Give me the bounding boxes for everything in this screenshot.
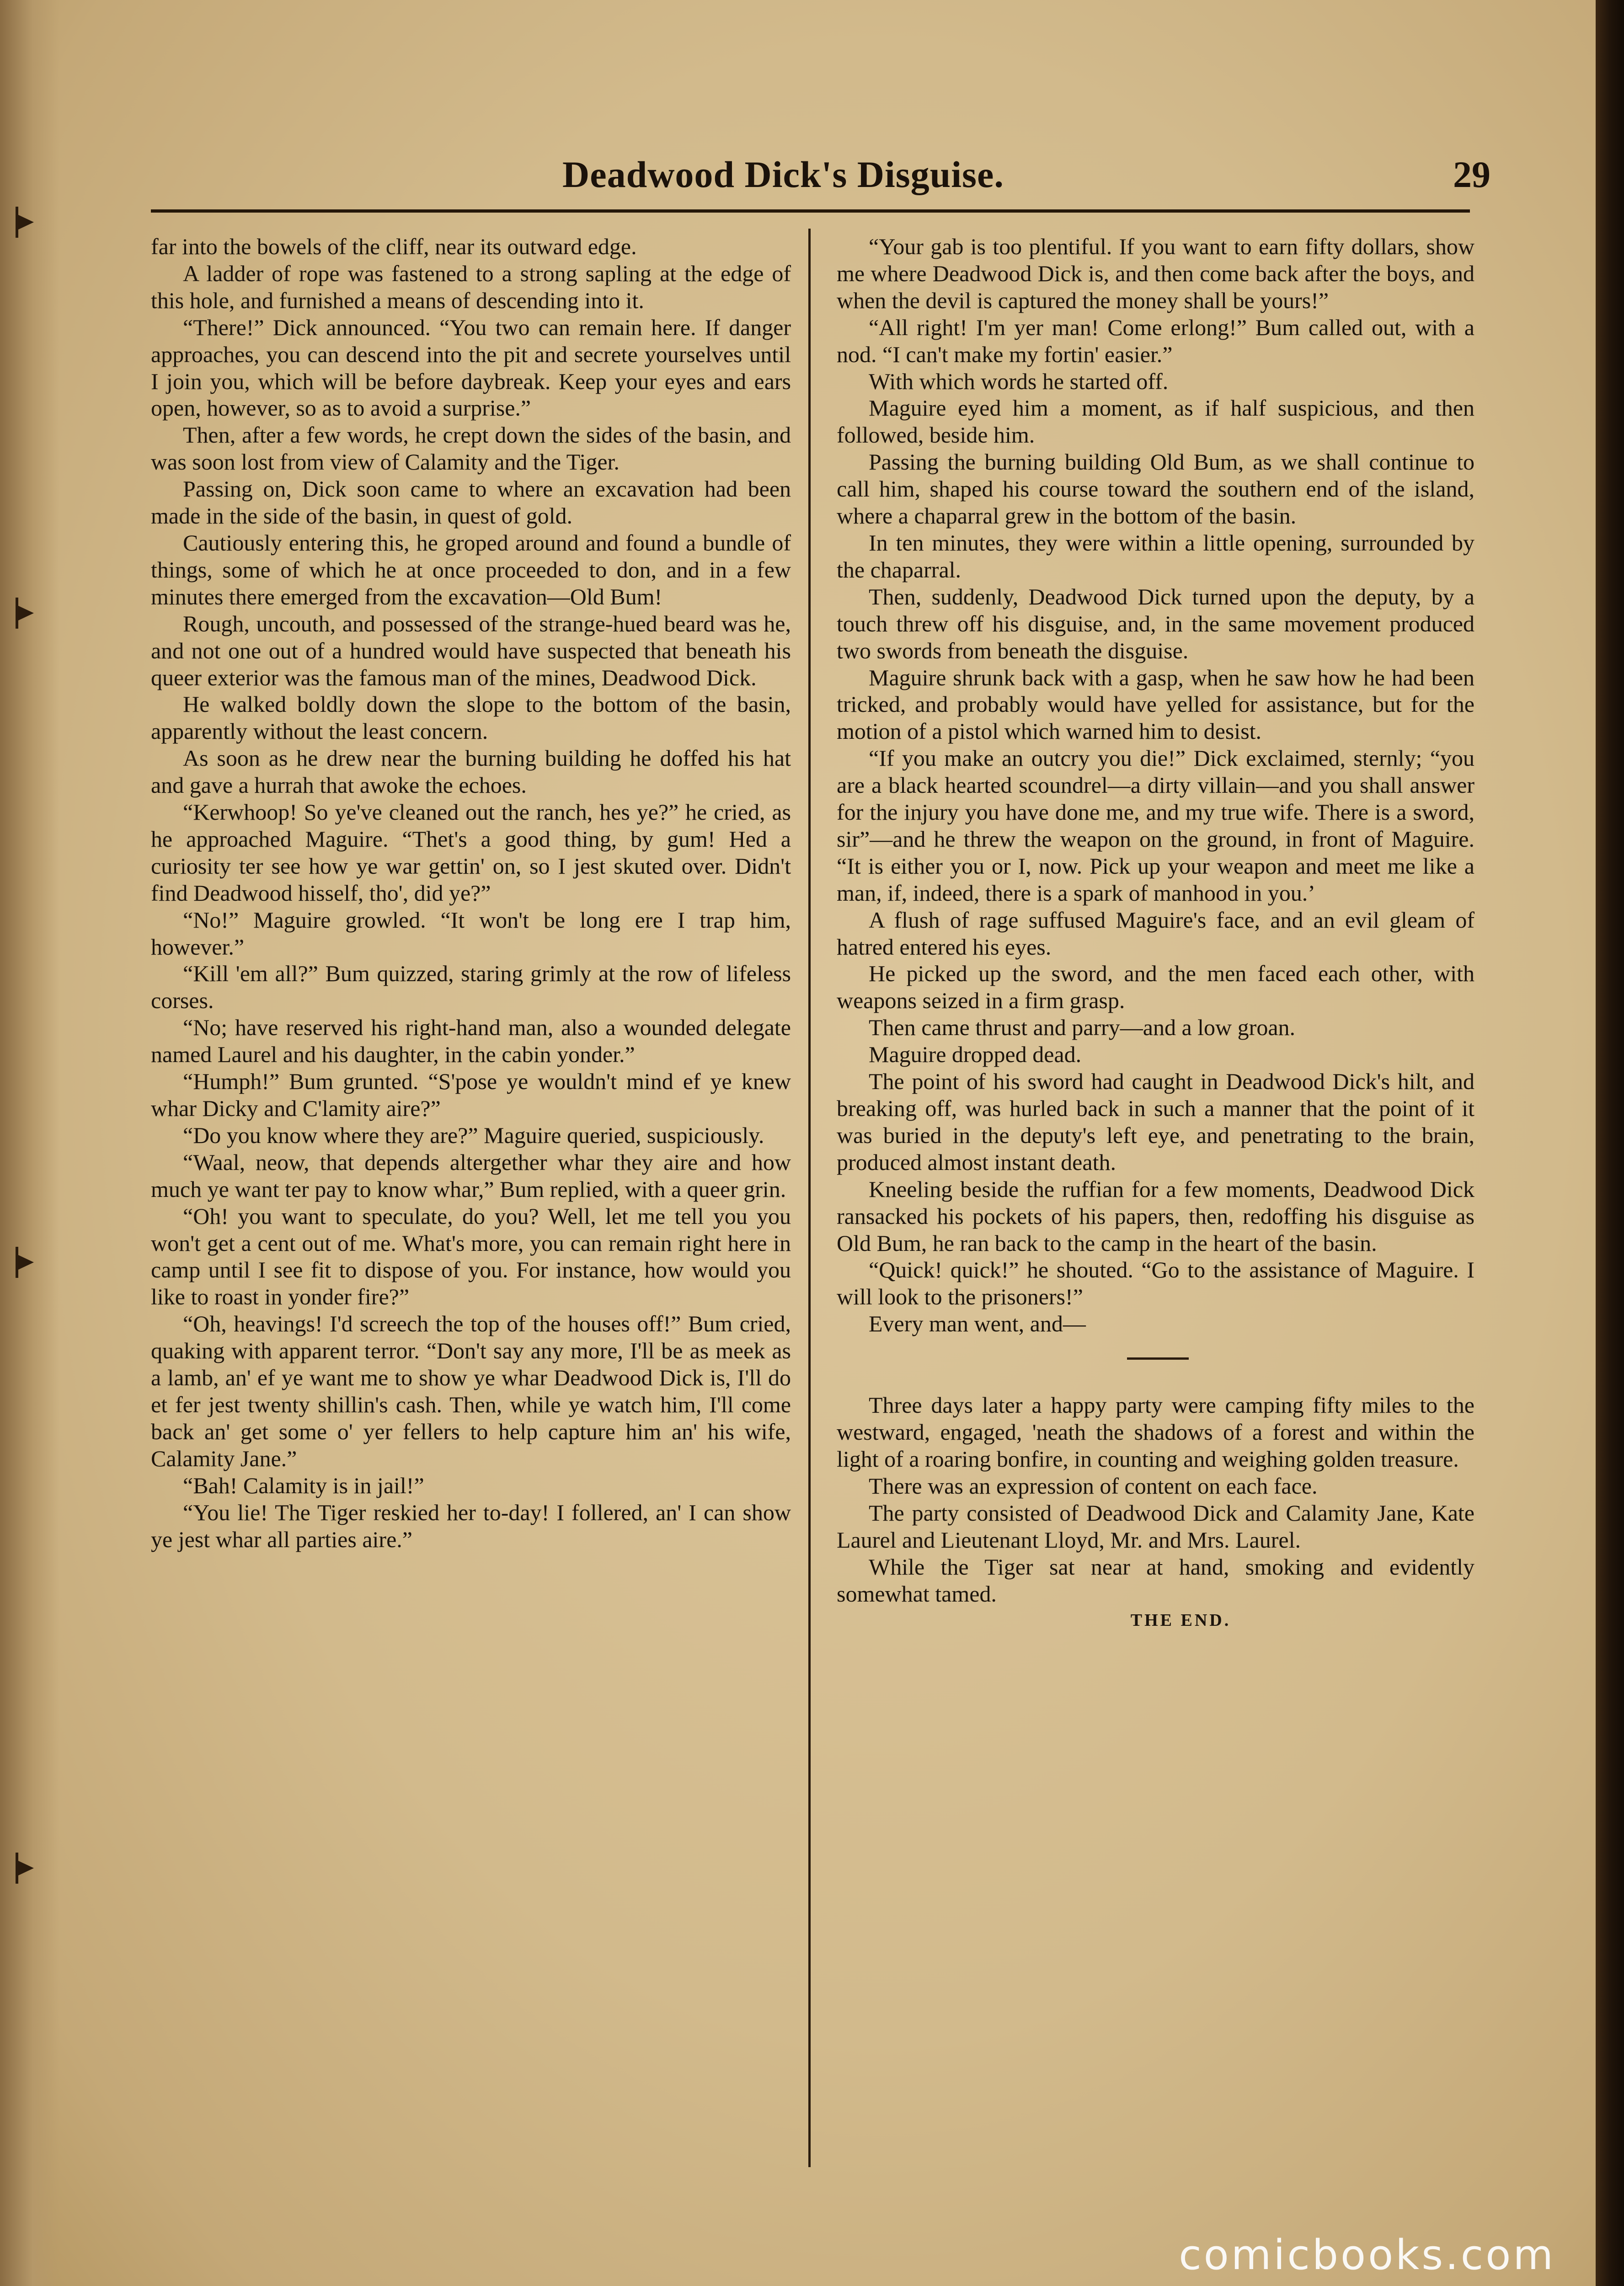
paragraph: In ten minutes, they were within a little opening, surrounded by the chaparral. bbox=[837, 529, 1474, 582]
page-number: 29 bbox=[1453, 154, 1490, 195]
paragraph: “Bah! Calamity is in jail!” bbox=[183, 1472, 424, 1498]
paragraph: “Kill 'em all?” Bum quizzed, staring grimly at the row of lifeless corses. bbox=[151, 961, 791, 1014]
paragraph: Cautiously entering this, he groped around and found a bundle of things, some of which he at once proceeded to don, and in a few minutes there emerged from the excavation—Old Bum! bbox=[151, 529, 791, 609]
binding-stitch bbox=[18, 1861, 34, 1875]
binding-stitch bbox=[18, 215, 34, 230]
paragraph: Kneeling beside the ruffian for a few moments, Deadwood Dick ransacked his pockets of his papers, then, redoffing his disguise as Old Bum, he ran back to the camp in the heart of the basin. bbox=[837, 1176, 1474, 1256]
section-divider bbox=[1127, 1357, 1189, 1360]
watermark-logo: comicbooks.com bbox=[1179, 2231, 1555, 2279]
paragraph: He picked up the sword, and the men faced each other, with weapons seized in a firm grasp. bbox=[837, 961, 1474, 1014]
paragraph: There was an expression of content on each face. bbox=[869, 1473, 1318, 1499]
paragraph: “Humph!” Bum grunted. “S'pose ye wouldn't mind ef ye knew whar Dicky and C'lamity aire?” bbox=[151, 1068, 791, 1121]
paragraph: Passing the burning building Old Bum, as we shall continue to call him, shaped his course toward the southern end of the island, where a chaparral grew in the bottom of the basin. bbox=[837, 449, 1474, 529]
column-divider bbox=[808, 229, 811, 2167]
paragraph: “Waal, neow, that depends altergether whar they aire and how much ye want ter pay to know whar,” Bum replied, with a queer grin. bbox=[151, 1149, 791, 1202]
paragraph: While the Tiger sat near at hand, smoking and evidently somewhat tamed. bbox=[837, 1554, 1474, 1607]
paragraph: “There!” Dick announced. “You two can remain here. If danger approaches, you can descend into the pit and secrete yourselves until I join you, which will be before daybreak. Keep your eyes and ears open, however, so as to avoid a surprise.” bbox=[151, 314, 791, 421]
paragraph: Rough, uncouth, and possessed of the strange-hued beard was he, and not one out of a hundred would have suspected that beneath his queer exterior was the famous man of the mines, Deadwood Dick. bbox=[151, 610, 791, 690]
paragraph: “No!” Maguire growled. “It won't be long ere I trap him, however.” bbox=[151, 907, 791, 960]
paragraph: “No; have reserved his right-hand man, also a wounded delegate named Laurel and his daughter, in the cabin yonder.” bbox=[151, 1015, 791, 1068]
paragraph: Maguire shrunk back with a gasp, when he saw how he had been tricked, and probably would have yelled for assistance, but for the motion of a pistol which warned him to desist. bbox=[837, 664, 1474, 744]
paragraph: The party consisted of Deadwood Dick and Calamity Jane, Kate Laurel and Lieutenant Lloyd, Mr. and Mrs. Laurel. bbox=[837, 1500, 1474, 1553]
paragraph: Then came thrust and parry—and a low groan. bbox=[869, 1015, 1296, 1041]
paragraph: Then, suddenly, Deadwood Dick turned upon the deputy, by a touch threw off his disguise, and, in the same movement produced two swords from beneath the disguise. bbox=[837, 583, 1474, 663]
paragraph: Three days later a happy party were camping fifty miles to the westward, engaged, 'neath the shadows of a forest and within the light of a roaring bonfire, in counting and weighing golden treasure. bbox=[837, 1392, 1474, 1472]
paragraph: far into the bowels of the cliff, near its outward edge. bbox=[151, 234, 637, 259]
right-column-part-b bbox=[837, 1392, 1474, 1607]
paragraph: A flush of rage suffused Maguire's face, and an evil gleam of hatred entered his eyes. bbox=[837, 907, 1474, 960]
paragraph: The point of his sword had caught in Deadwood Dick's hilt, and breaking off, was hurled back in such a manner that the point of it was buried in the deputy's left eye, and penetrating to the brain, produced almost instant death. bbox=[837, 1068, 1474, 1175]
paragraph: “You lie! The Tiger reskied her to-day! I follered, an' I can show ye jest whar all parties aire.” bbox=[151, 1499, 791, 1552]
paragraph: Then, after a few words, he crept down the sides of the basin, and was soon lost from view of Calamity and the Tiger. bbox=[151, 422, 791, 475]
paragraph: “Your gab is too plentiful. If you want to earn fifty dollars, show me where Deadwood Dick is, and then come back after the boys, and when the devil is captured the money shall be yours!” bbox=[837, 234, 1474, 313]
paragraph: Every man went, and— bbox=[869, 1311, 1086, 1337]
paragraph: Maguire dropped dead. bbox=[869, 1042, 1082, 1068]
paragraph: “Oh! you want to speculate, do you? Well, let me tell you you won't get a cent out of me. What's more, you can remain right here in camp until I see fit to dispose of you. For instance, how would you like to roast in yonder fire?” bbox=[151, 1203, 791, 1310]
page-edge-shadow bbox=[1596, 0, 1624, 2286]
binding-stitch bbox=[18, 606, 34, 620]
left-column bbox=[151, 233, 791, 1553]
right-column bbox=[837, 233, 1474, 1634]
paragraph: “Oh, heavings! I'd screech the top of the houses off!” Bum cried, quaking with apparent terror. “Don't say any more, I'll be as meek as a lamb, an' ef ye want me to show ye whar Deadwood Dick is, I'll do et fer jest twenty shillin's cash. Then, while ye watch him, I'll come back an' get some o' yer fellers to help capture him an' his wife, Calamity Jane.” bbox=[151, 1311, 791, 1471]
header-rule bbox=[151, 209, 1470, 213]
paragraph: With which words he started off. bbox=[869, 368, 1169, 394]
paragraph: Passing on, Dick soon came to where an excavation had been made in the side of the basin, in quest of gold. bbox=[151, 476, 791, 529]
paragraph: He walked boldly down the slope to the bottom of the basin, apparently without the least concern. bbox=[151, 691, 791, 744]
running-title: Deadwood Dick's Disguise. bbox=[562, 154, 1004, 195]
paragraph: “Quick! quick!” he shouted. “Go to the assistance of Maguire. I will look to the prisoners!” bbox=[837, 1257, 1474, 1310]
paragraph: “Kerwhoop! So ye've cleaned out the ranch, hes ye?” he cried, as he approached Maguire. “Thet's a good thing, by gum! Hed a curiosity ter see how ye war gettin' on, so I jest skuted over. Didn't find Deadwood hisself, tho', did ye?” bbox=[151, 799, 791, 906]
binding-gutter bbox=[0, 0, 59, 2286]
binding-stitch bbox=[18, 1255, 34, 1270]
paragraph: A ladder of rope was fastened to a strong sapling at the edge of this hole, and furnished a means of descending into it. bbox=[151, 260, 791, 313]
paragraph: “Do you know where they are?” Maguire queried, suspiciously. bbox=[183, 1122, 764, 1148]
paragraph: As soon as he drew near the burning building he doffed his hat and gave a hurrah that awoke the echoes. bbox=[151, 745, 791, 798]
paragraph: “If you make an outcry you die!” Dick exclaimed, sternly; “you are a black hearted scoundrel—a dirty villain—and you shall answer for the injury you have done me, and my true wife. There is a sword, sir”—and he threw the weapon on the ground, in front of Maguire. “It is either you or I, now. Pick up your weapon and meet me like a man, if, indeed, there is a spark of manhood in you.’ bbox=[837, 745, 1474, 906]
the-end: THE END. bbox=[1130, 1611, 1231, 1630]
right-column-part-a bbox=[837, 233, 1474, 1337]
running-header bbox=[151, 153, 1490, 203]
paragraph: Maguire eyed him a moment, as if half suspicious, and then followed, beside him. bbox=[837, 395, 1474, 448]
paragraph: “All right! I'm yer man! Come erlong!” Bum called out, with a nod. “I can't make my fortin' easier.” bbox=[837, 314, 1474, 367]
